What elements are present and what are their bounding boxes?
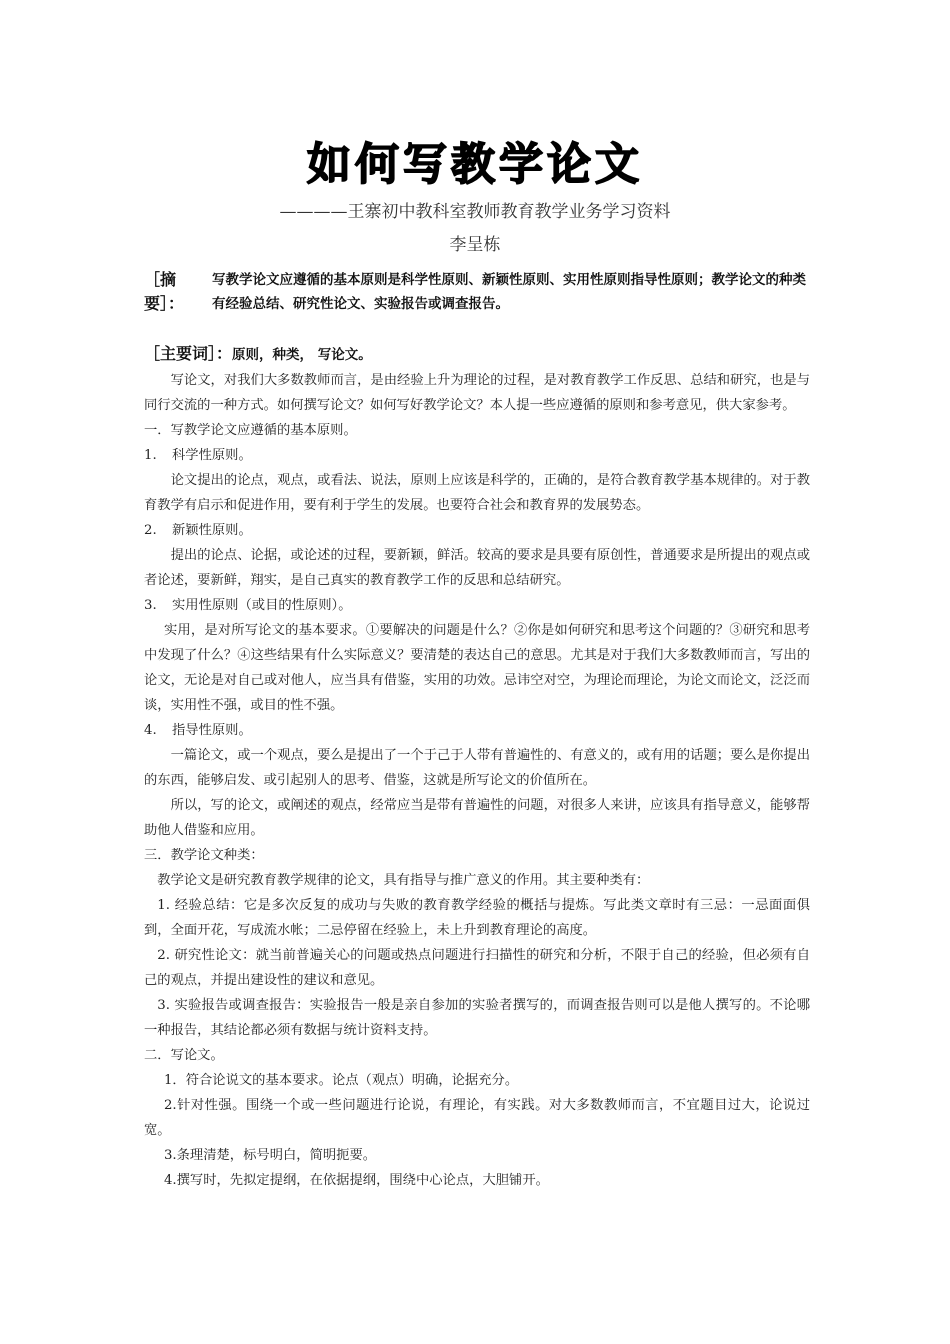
principle-body-3: 实用，是对所写论文的基本要求。①要解决的问题是什么？②你是如何研究和思考这个问题的？③研究和思考中发现了什么？④这些结果有什么实际意义？要清楚的表达自己的意思。尤其是对于我们大多数教师而言，写出的论文，无论是对自己或对他人，应当具有借鉴，实用的功效。忌讳空对空，为理论而理论，为论文而论文，泛泛而谈，实用性不强，或目的性不强。 bbox=[144, 623, 810, 713]
writing-point-1: 1．符合论说文的基本要求。论点（观点）明确，论据充分。 bbox=[163, 1073, 519, 1088]
keywords-text: 原则，种类， 写论文。 bbox=[232, 347, 372, 363]
principle-body-4b: 所以，写的论文，或阐述的观点，经常应当是带有普遍性的问题，对很多人来讲，应该具有指导意义，能够帮助他人借鉴和应用。 bbox=[144, 798, 810, 838]
principle-heading-3 bbox=[144, 593, 810, 618]
abstract bbox=[144, 268, 812, 316]
writing-point-3: 3.条理清楚，标号明白，简明扼要。 bbox=[163, 1148, 377, 1163]
abstract-text: 写教学论文应遵循的基本原则是科学性原则、新颖性原则、实用性原则指导性原则；教学论文的种类有经验总结、研究性论文、实验报告或调查报告。 bbox=[212, 272, 806, 312]
principle-heading-1 bbox=[144, 443, 810, 468]
principle-title-4: 指导性原则。 bbox=[172, 723, 252, 738]
keywords bbox=[144, 342, 812, 367]
author: 李呈栋 bbox=[449, 235, 501, 255]
paper-type-3: 3. 实验报告或调查报告：实验报告一般是亲自参加的实验者撰写的，而调查报告则可以是他人撰写的。不论哪一种报告，其结论都必须有数据与统计资料支持。 bbox=[144, 998, 810, 1038]
principle-heading-2 bbox=[144, 518, 810, 543]
writing-point-4: 4.撰写时，先拟定提纲，在依据提纲，围绕中心论点，大胆铺开。 bbox=[163, 1173, 549, 1188]
principle-title-3: 实用性原则（或目的性原则）。 bbox=[172, 598, 352, 613]
principle-heading-4 bbox=[144, 718, 810, 743]
writing-point-2: 2.针对性强。围绕一个或一些问题进行论说，有理论，有实践。对大多数教师而言，不宜题目过大，论说过宽。 bbox=[144, 1098, 810, 1138]
principle-body-1: 论文提出的论点，观点，或看法、说法，原则上应该是科学的，正确的，是符合教育教学基本规律的。对于教育教学有启示和促进作用，要有利于学生的发展。也要符合社会和教育界的发展势态。 bbox=[144, 473, 810, 513]
keywords-label: ［主要词］： bbox=[144, 344, 233, 363]
principle-number-1: 1. bbox=[144, 448, 157, 463]
abstract-label: ［摘要］： bbox=[144, 270, 185, 313]
principle-number-2: 2. bbox=[144, 523, 157, 538]
document-body bbox=[144, 368, 810, 1193]
section-3-intro: 教学论文是研究教育教学规律的论文，具有指导与推广意义的作用。其主要种类有： bbox=[157, 873, 650, 888]
paper-type-1: 1. 经验总结：它是多次反复的成功与失败的教育教学经验的概括与提炼。写此类文章时有三忌：一忌面面俱到，全面开花，写成流水帐；二忌停留在经验上，未上升到教育理论的高度。 bbox=[144, 898, 810, 938]
subtitle: ————王寨初中教科室教师教育教学业务学习资料 bbox=[279, 202, 671, 222]
section-heading-2: 二．写论文。 bbox=[144, 1048, 224, 1063]
principle-title-1: 科学性原则。 bbox=[172, 448, 252, 463]
principle-number-4: 4. bbox=[144, 723, 157, 738]
section-heading-3: 三．教学论文种类： bbox=[144, 848, 264, 863]
page-title: 如何写教学论文 bbox=[307, 139, 643, 190]
section-heading-1: 一．写教学论文应遵循的基本原则。 bbox=[144, 423, 357, 438]
principle-title-2: 新颖性原则。 bbox=[172, 523, 252, 538]
principle-body-2: 提出的论点、论据，或论述的过程，要新颖，鲜活。较高的要求是具要有原创性，普通要求是所提出的观点或者论述，要新鲜，翔实，是自己真实的教育教学工作的反思和总结研究。 bbox=[144, 548, 810, 588]
principle-body-4a: 一篇论文，或一个观点，要么是提出了一个于己于人带有普遍性的、有意义的，或有用的话题；要么是你提出的东西，能够启发、或引起别人的思考、借鉴，这就是所写论文的价值所在。 bbox=[144, 748, 810, 788]
intro-paragraph: 写论文，对我们大多数教师而言，是由经验上升为理论的过程，是对教育教学工作反思、总结和研究，也是与同行交流的一种方式。如何撰写论文？如何写好教学论文？本人提一些应遵循的原则和参考意见，供大家参考。 bbox=[144, 373, 810, 413]
principle-number-3: 3. bbox=[144, 598, 157, 613]
paper-type-2: 2. 研究性论文：就当前普遍关心的问题或热点问题进行扫描性的研究和分析，不限于自己的经验，但必须有自己的观点，并提出建设性的建议和意见。 bbox=[144, 948, 810, 988]
